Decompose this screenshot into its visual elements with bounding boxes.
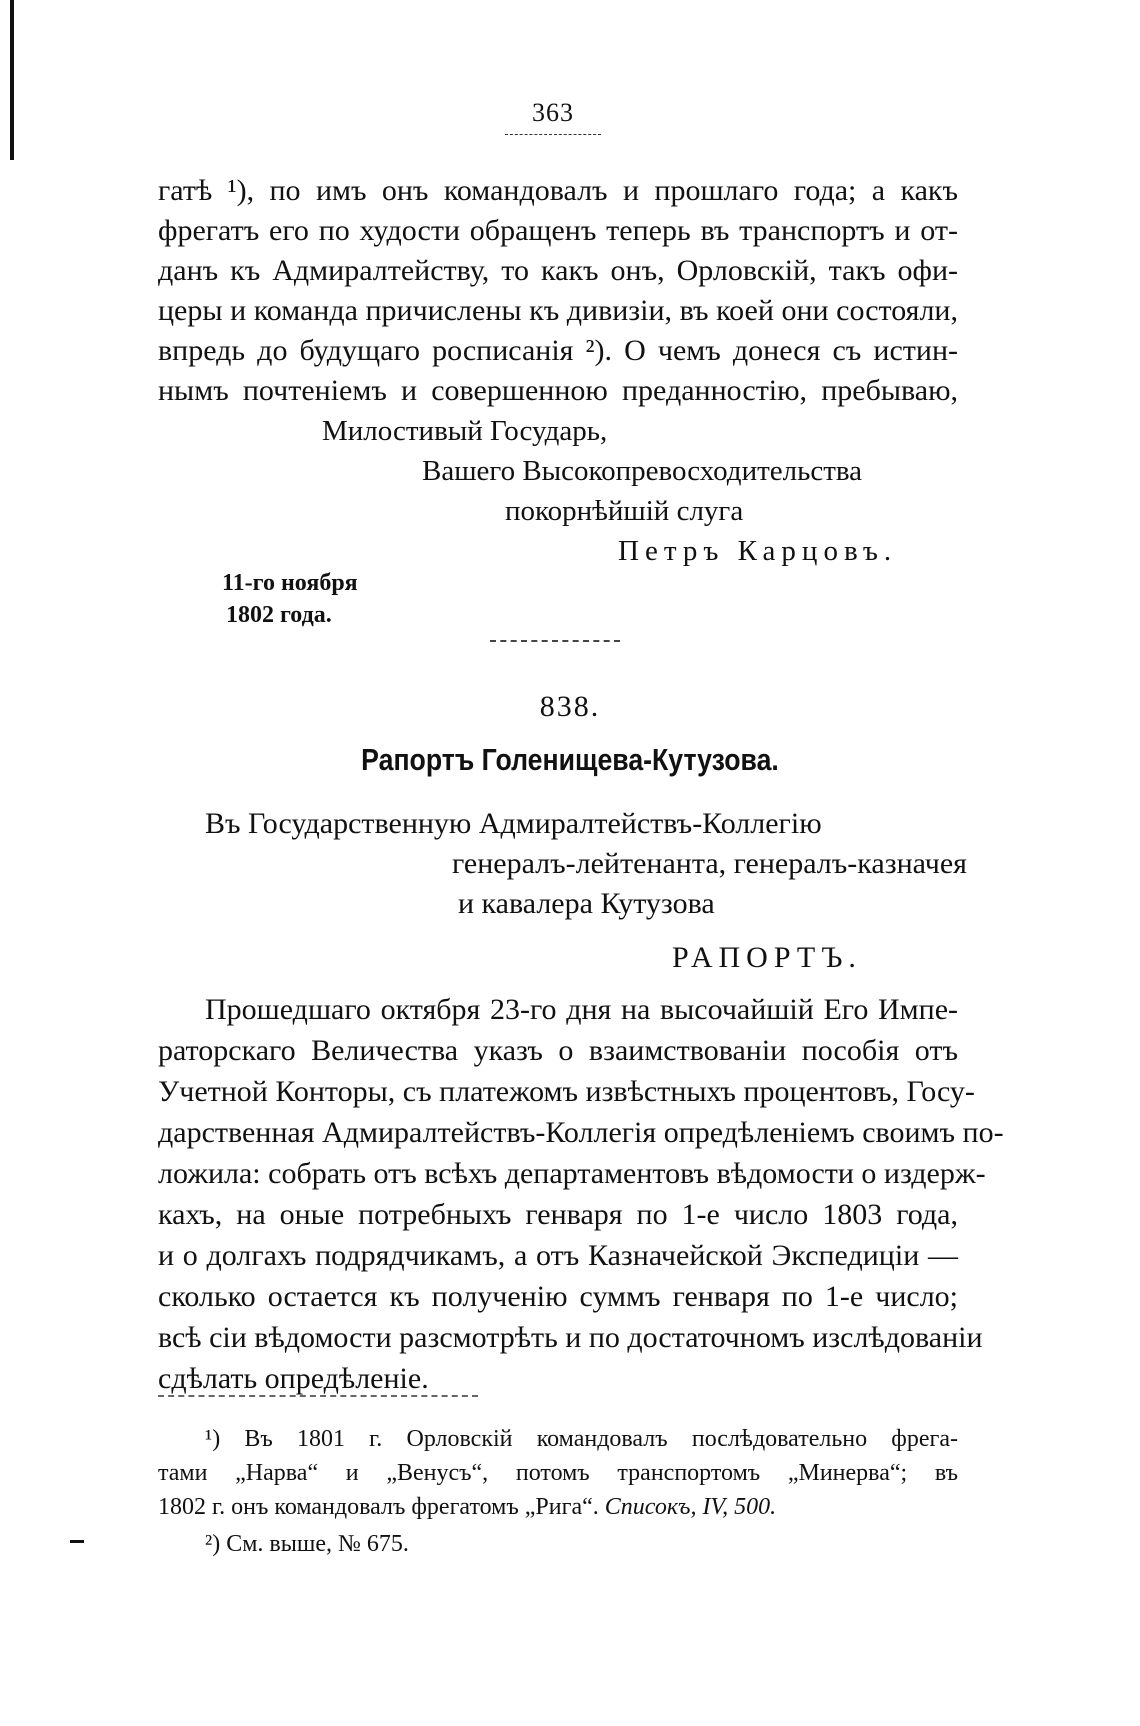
page-number-rule xyxy=(505,134,601,135)
left-edge-dash xyxy=(70,1540,84,1543)
body-line: сдѣлать опредѣленіе. xyxy=(158,1362,429,1395)
signature-excellency: Вашего Высокопревосходительства xyxy=(422,455,863,487)
body-line: всѣ сіи вѣдомости разсмотрѣть и по достаточномъ изслѣдованіи xyxy=(158,1321,983,1354)
letter-date-year: 1802 года. xyxy=(226,602,332,628)
body-line: кахъ, на оные потребныхъ генваря по 1-е число 1803 года, xyxy=(158,1198,958,1231)
continuation-line: фрегатъ его по худости обращенъ теперь въ транспортъ и от- xyxy=(158,214,958,247)
footnote-1-line: ¹) Въ 1801 г. Орловскій командовалъ послѣдовательно фрега- xyxy=(205,1426,958,1452)
report-heading: РАПОРТЪ. xyxy=(672,941,862,974)
continuation-line: гатѣ ¹), по имъ онъ командовалъ и прошлаго года; а какъ xyxy=(158,174,958,207)
body-line: ложила: собрать отъ всѣхъ департаментовъ вѣдомости о издерж- xyxy=(158,1157,986,1190)
document-title: Рапортъ Голенищева-Кутузова. xyxy=(361,742,779,777)
continuation-line: церы и команда причислены къ дивизіи, въ коей они состояли, xyxy=(158,294,958,327)
body-line: раторскаго Величества указъ о взаимствованіи пособія отъ xyxy=(158,1034,958,1067)
address-line: и кавалера Кутузова xyxy=(458,887,715,920)
section-separator xyxy=(490,640,620,642)
body-line: Учетной Конторы, съ платежомъ извѣстныхъ процентовъ, Госу- xyxy=(158,1075,975,1108)
footnote-1-reference: Списокъ, IV, 500. xyxy=(604,1494,777,1520)
letter-date-day: 11-го ноября xyxy=(222,570,358,596)
document-number: 838. xyxy=(539,690,601,723)
signature-servant: покорнѣйшій слуга xyxy=(505,495,744,527)
continuation-line: впредь до будущаго росписанія ²). О чемъ донеся съ истин- xyxy=(158,334,958,367)
body-line: дарственная Адмиралтействъ-Коллегія опредѣленіемъ своимъ по- xyxy=(158,1116,1004,1149)
footnote-1-line-last xyxy=(158,1490,776,1524)
address-line: генералъ-лейтенанта, генералъ-казначея xyxy=(452,847,967,880)
address-line: Въ Государственную Адмиралтействъ-Коллегію xyxy=(205,807,822,840)
signature-salutation: Милостивый Государь, xyxy=(322,415,608,447)
footnote-2: ²) См. выше, № 675. xyxy=(205,1531,409,1557)
body-line: и о долгахъ подрядчикамъ, а отъ Казначейской Экспедиціи — xyxy=(158,1239,958,1272)
continuation-line: нымъ почтеніемъ и совершенною преданностію, пребываю, xyxy=(158,374,958,407)
body-line: сколько остается къ полученію суммъ генваря по 1-е число; xyxy=(158,1280,958,1313)
continuation-line: данъ къ Адмиралтейству, то какъ онъ, Орловскій, такъ офи- xyxy=(158,254,958,287)
body-line: Прошедшаго октября 23-го дня на высочайшій Его Импе- xyxy=(205,993,958,1026)
left-edge-mark xyxy=(10,0,14,160)
footnote-1-text: 1802 г. онъ командовалъ фрегатомъ „Рига“. xyxy=(158,1494,599,1520)
signature-name: Петръ Карцовъ. xyxy=(618,535,898,567)
footnote-separator xyxy=(158,1395,478,1397)
page-number: 363 xyxy=(532,98,574,127)
footnote-1-line: тами „Нарва“ и „Венусъ“, потомъ транспортомъ „Минерва“; въ xyxy=(158,1460,958,1486)
